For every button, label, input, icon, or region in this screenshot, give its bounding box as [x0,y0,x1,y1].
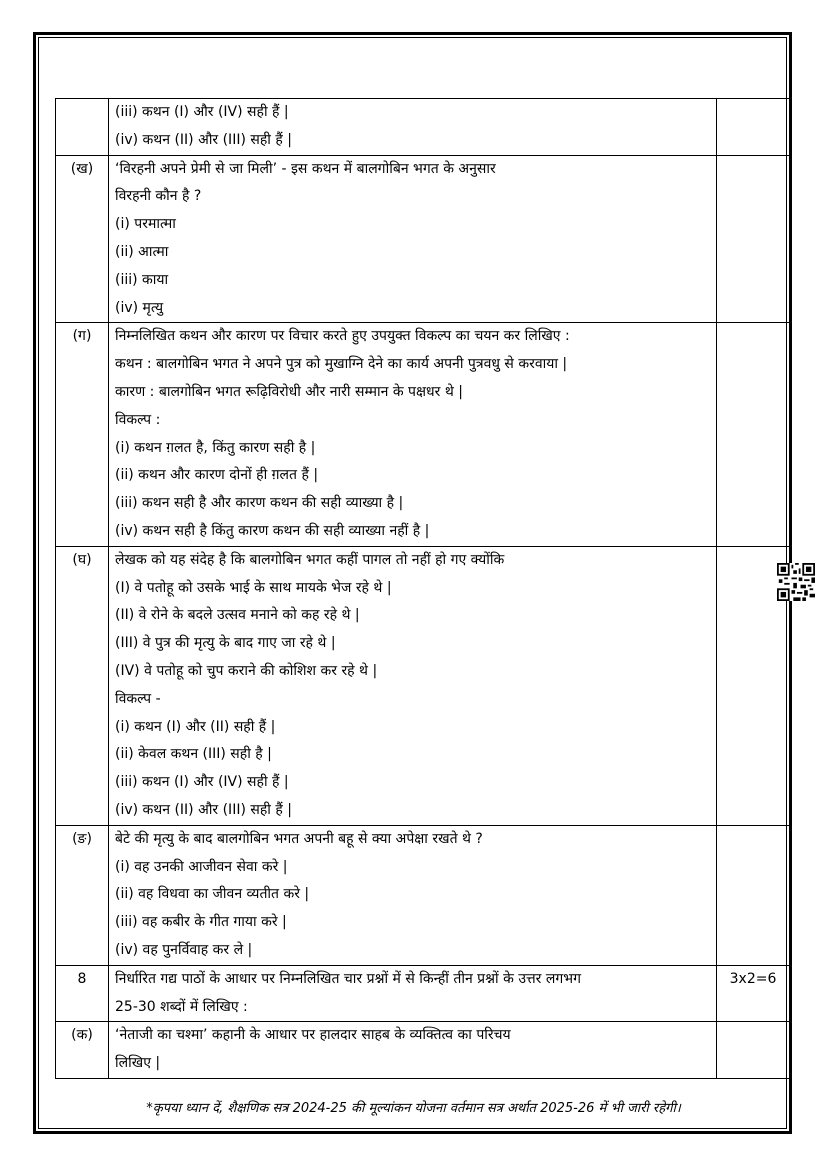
text-line: (iv) कथन सही है किंतु कारण कथन की सही व्याख्या नहीं है | [115,522,430,539]
text-line: (ii) वह विधवा का जीवन व्यतीत करे | [115,886,310,903]
question-text [109,323,717,546]
text-line: (III) वे पुत्र की मृत्यु के बाद गाए जा रहे थे | [115,635,336,652]
text-line: (iv) कथन (II) और (III) सही हैं | [115,801,292,818]
text-line: (II) वे रोने के बदले उत्सव मनाने को कह रहे थे | [115,607,360,624]
marks-cell [717,323,790,546]
question-row [56,1022,790,1079]
text-line: (IV) वे पतोहू को चुप कराने की कोशिश कर रहे थे | [115,662,378,679]
text-line: (iii) वह कबीर के गीत गाया करे | [115,914,287,931]
text-line: ‘नेताजी का चश्मा’ कहानी के आधार पर हालदार साहब के व्यक्तित्व का परिचय [115,1027,511,1044]
text-line: कथन : बालगोबिन भगत ने अपने पुत्र को मुखाग्नि देने का कार्य अपनी पुत्रवधु से करवाया | [115,356,568,373]
text-line: (i) कथन ग़लत है, किंतु कारण सही है | [115,439,316,456]
question-text [109,99,717,156]
text-line: (i) परमात्मा [115,216,176,233]
marks-cell: 3x2=6 [717,965,790,1022]
text-line: (ii) कथन और कारण दोनों ही ग़लत हैं | [115,467,319,484]
question-row [56,323,790,546]
question-row [56,546,790,825]
question-text [109,155,717,323]
text-line: (iii) कथन (I) और (IV) सही हैं | [115,104,289,120]
question-row [56,99,790,156]
text-line: बेटे की मृत्यु के बाद बालगोबिन भगत अपनी बहू से क्या अपेक्षा रखते थे ? [115,830,483,847]
footer-note: *कृपया ध्यान दें, शैक्षणिक सत्र 2024-25 की मूल्यांकन योजना वर्तमान सत्र अर्थात 2025-26 में भी जारी रहेगी। [146,1101,681,1116]
text-line: विकल्प : [115,411,161,428]
text-line: (iv) वह पुनर्विवाह कर ले | [115,941,253,958]
text-line: 25-30 शब्दों में लिखिए : [115,998,248,1015]
question-row [56,155,790,323]
text-line: कारण : बालगोबिन भगत रूढ़िविरोधी और नारी सम्मान के पक्षधर थे | [115,383,463,400]
text-line: (i) कथन (I) और (II) सही हैं | [115,718,276,735]
text-line: (iii) काया [115,271,169,288]
text-line: (i) वह उनकी आजीवन सेवा करे | [115,858,288,875]
text-line: (iv) मृत्यु [115,299,164,316]
marks-cell [717,1022,790,1079]
question-text [109,546,717,825]
question-number: (ग) [56,323,109,546]
text-line: (iii) कथन सही है और कारण कथन की सही व्याख्या है | [115,495,404,512]
marks-cell [717,825,790,965]
question-text [109,1022,717,1079]
text-line: विकल्प - [115,690,161,707]
text-line: (I) वे पतोहू को उसके भाई के साथ मायके भेज रहे थे | [115,579,392,596]
marks-cell [717,99,790,156]
text-line: लेखक को यह संदेह है कि बालगोबिन भगत कहीं पागल तो नहीं हो गए क्योंकि [115,551,505,568]
question-number [56,99,109,156]
text-line: (ii) आत्मा [115,243,169,260]
question-row [56,825,790,965]
text-line: ‘विरहनी अपने प्रेमी से जा मिली’ - इस कथन में बालगोबिन भगत के अनुसार [115,160,496,177]
question-text [109,965,717,1022]
text-line: निर्धारित गद्य पाठों के आधार पर निम्नलिखित चार प्रश्नों में से किन्हीं तीन प्रश्नों के उत्तर लगभग [115,970,581,987]
text-line: (iii) कथन (I) और (IV) सही हैं | [115,774,289,791]
question-table [55,98,790,1079]
text-line: विरहनी कौन है ? [115,188,202,205]
text-line: लिखिए | [115,1055,161,1072]
qr-code-icon[interactable] [777,563,815,601]
text-line: (iv) कथन (II) और (III) सही हैं | [115,131,292,148]
question-text [109,825,717,965]
question-number: (ङ) [56,825,109,965]
question-number: (क) [56,1022,109,1079]
question-number: 8 [56,965,109,1022]
text-line: निम्नलिखित कथन और कारण पर विचार करते हुए उपयुक्त विकल्प का चयन कर लिखिए : [115,328,570,345]
question-number: (ख) [56,155,109,323]
question-number: (घ) [56,546,109,825]
text-line: (ii) केवल कथन (III) सही है | [115,746,272,763]
question-row [56,965,790,1022]
marks-cell [717,155,790,323]
